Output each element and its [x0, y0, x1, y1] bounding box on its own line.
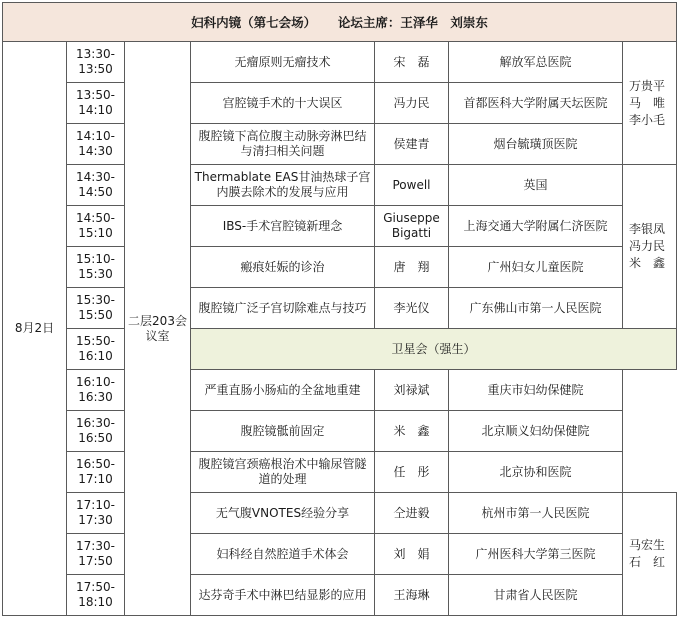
time-cell: 13:50-14:10: [67, 83, 125, 124]
institution-cell: 烟台毓璜顶医院: [449, 124, 623, 165]
topic-cell: 无气腹VNOTES经验分享: [191, 493, 375, 534]
moderator-name: 马 唯: [629, 95, 666, 110]
header-row: [3, 3, 677, 42]
table-row: [3, 493, 677, 534]
topic-cell: 腹腔镜宫颈癌根治术中输尿管隧道的处理: [191, 452, 375, 493]
institution-cell: 首都医科大学附属天坛医院: [449, 83, 623, 124]
table-row: [3, 370, 677, 411]
schedule-table: [2, 2, 677, 616]
moderator-name: 冯力民: [629, 239, 666, 253]
moderator-name: 马宏生: [629, 538, 666, 552]
topic-cell: 妇科经自然腔道手术体会: [191, 534, 375, 575]
topic-cell: 宫腔镜手术的十大误区: [191, 83, 375, 124]
topic-cell: Thermablate EAS甘油热球子宫内膜去除术的发展与应用: [191, 165, 375, 206]
moderator-name: 李银凤: [629, 222, 666, 236]
table-row: [3, 452, 677, 493]
table-row: [3, 575, 677, 616]
institution-cell: 解放军总医院: [449, 42, 623, 83]
topic-cell: 腹腔镜广泛子宫切除难点与技巧: [191, 288, 375, 329]
institution-cell: 广州妇女儿童医院: [449, 247, 623, 288]
speaker-cell: 王海琳: [375, 575, 449, 616]
table-row: [3, 124, 677, 165]
institution-cell: 甘肃省人民医院: [449, 575, 623, 616]
time-cell: 15:10-15:30: [67, 247, 125, 288]
table-row: [3, 83, 677, 124]
topic-cell: 腹腔镜下高位腹主动脉旁淋巴结与清扫相关问题: [191, 124, 375, 165]
institution-cell: 重庆市妇幼保健院: [449, 370, 623, 411]
topic-cell: 腹腔镜骶前固定: [191, 411, 375, 452]
moderator-name: 万贵平: [629, 78, 666, 93]
date-cell: 8月2日: [3, 42, 67, 616]
speaker-cell: Giuseppe Bigatti: [375, 206, 449, 247]
time-cell: 14:50-15:10: [67, 206, 125, 247]
moderator-name: 李小毛: [629, 112, 666, 127]
time-cell: 16:30-16:50: [67, 411, 125, 452]
speaker-cell: 刘禄斌: [375, 370, 449, 411]
institution-cell: 北京协和医院: [449, 452, 623, 493]
speaker-cell: 冯力民: [375, 83, 449, 124]
table-row: [3, 329, 677, 370]
time-cell: 13:30-13:50: [67, 42, 125, 83]
moderator-cell: [623, 165, 677, 329]
table-row: [3, 165, 677, 206]
table-row: [3, 534, 677, 575]
institution-cell: 广州医科大学第三医院: [449, 534, 623, 575]
time-cell: 14:30-14:50: [67, 165, 125, 206]
speaker-cell: 米 鑫: [375, 411, 449, 452]
topic-cell: 达芬奇手术中淋巴结显影的应用: [191, 575, 375, 616]
institution-cell: 北京顺义妇幼保健院: [449, 411, 623, 452]
speaker-cell: 李光仪: [375, 288, 449, 329]
institution-cell: 杭州市第一人民医院: [449, 493, 623, 534]
time-cell: 15:50-16:10: [67, 329, 125, 370]
chairs-names: 王泽华 刘崇东: [400, 14, 488, 30]
chairs-label: 论坛主席：: [337, 14, 401, 30]
moderator-name: 米 鑫: [629, 256, 666, 270]
institution-cell: 英国: [449, 165, 623, 206]
topic-cell: 无瘤原则无瘤技术: [191, 42, 375, 83]
topic-cell: 严重直肠小肠疝的全盆地重建: [191, 370, 375, 411]
session-header: [3, 3, 677, 42]
topic-cell: IBS-手术宫腔镜新理念: [191, 206, 375, 247]
table-row: [3, 411, 677, 452]
session-title: 妇科内镜（第七会场）: [191, 14, 317, 30]
speaker-cell: 刘 娟: [375, 534, 449, 575]
speaker-cell: Powell: [375, 165, 449, 206]
moderator-cell: [623, 42, 677, 165]
time-cell: 14:10-14:30: [67, 124, 125, 165]
table-row: [3, 288, 677, 329]
time-cell: 17:10-17:30: [67, 493, 125, 534]
table-row: [3, 42, 677, 83]
time-cell: 17:50-18:10: [67, 575, 125, 616]
time-cell: 17:30-17:50: [67, 534, 125, 575]
speaker-cell: 任 彤: [375, 452, 449, 493]
institution-cell: 广东佛山市第一人民医院: [449, 288, 623, 329]
time-cell: 15:30-15:50: [67, 288, 125, 329]
institution-cell: 上海交通大学附属仁济医院: [449, 206, 623, 247]
venue-cell: 二层203会议室: [125, 42, 191, 616]
table-row: [3, 206, 677, 247]
speaker-cell: 仝进毅: [375, 493, 449, 534]
moderator-cell: [623, 493, 677, 616]
topic-cell: 瘢痕妊娠的诊治: [191, 247, 375, 288]
speaker-cell: 侯建青: [375, 124, 449, 165]
moderator-name: 石 红: [629, 555, 666, 569]
speaker-cell: 宋 磊: [375, 42, 449, 83]
speaker-cell: 唐 翔: [375, 247, 449, 288]
time-cell: 16:10-16:30: [67, 370, 125, 411]
table-row: [3, 247, 677, 288]
satellite-session-cell: 卫星会（强生）: [191, 329, 677, 370]
time-cell: 16:50-17:10: [67, 452, 125, 493]
